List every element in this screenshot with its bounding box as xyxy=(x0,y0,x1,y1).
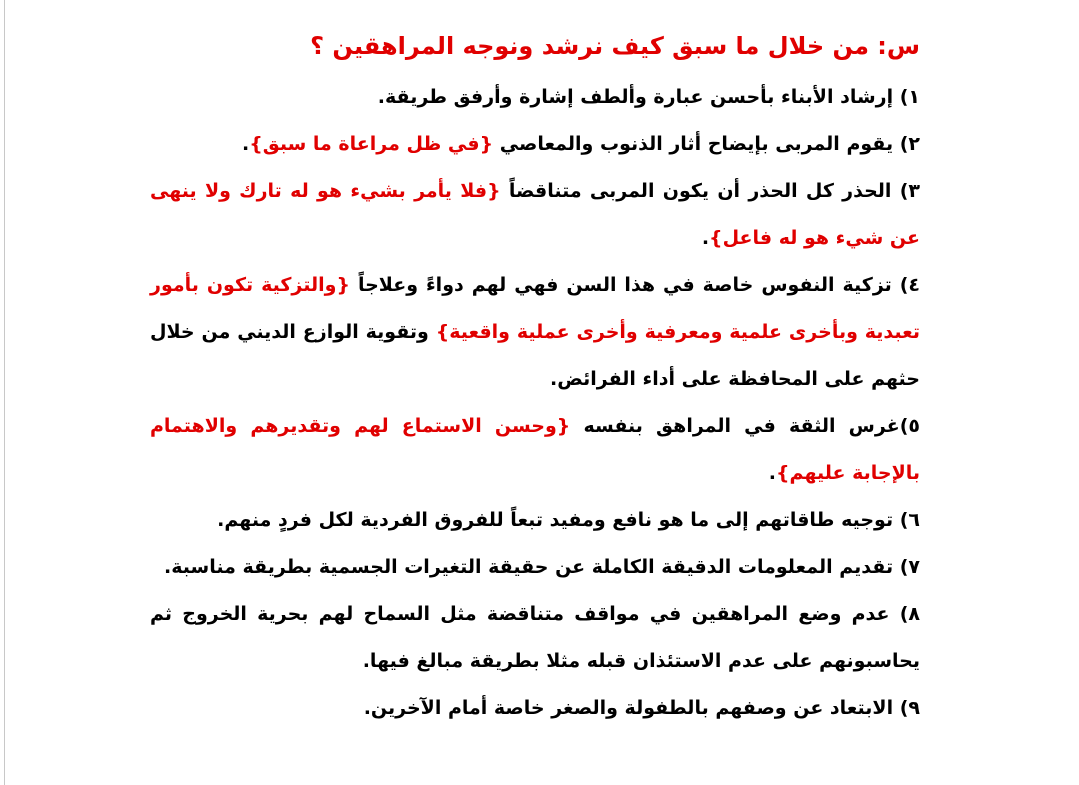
list-item-1 xyxy=(150,74,920,121)
item-text-after: وتقوية الوازع الديني من خلال حثهم على المحافظة على أداء الفرائض. xyxy=(150,321,920,390)
item-text: ٤) تزكية النفوس خاصة في هذا السن فهي لهم دواءً وعلاجاً xyxy=(357,274,921,296)
item-text: ٨) عدم وضع المراهقين في مواقف متناقضة مثل السماح لهم بحرية الخروج ثم يحاسبونهم على عدم الاستئذان قبله مثلا بطريقة مبالغ فيها. xyxy=(150,603,920,672)
item-highlight: {والتزكية تكون بأمور تعبدية وبأخرى علمية ومعرفية وأخرى عملية واقعية} xyxy=(150,274,920,343)
item-text-after: . xyxy=(701,227,710,249)
question-title: س: من خلال ما سبق كيف نرشد ونوجه المراهقين ؟ xyxy=(310,32,920,60)
list-item-3 xyxy=(150,168,920,262)
list-item-9 xyxy=(150,685,920,732)
list-item-6 xyxy=(150,497,920,544)
list-item-5 xyxy=(150,403,920,497)
page-border-left xyxy=(4,0,5,785)
item-text-after: . xyxy=(768,462,777,484)
item-highlight: {فلا يأمر بشيء هو له تارك ولا ينهى عن شيء هو له فاعل} xyxy=(150,180,920,249)
list-item-8 xyxy=(150,591,920,685)
list-item-4 xyxy=(150,262,920,403)
item-text: ٦) توجيه طاقاتهم إلى ما هو نافع ومفيد تبعاً للفروق الفردية لكل فردٍ منهم. xyxy=(217,509,920,531)
item-text: ١) إرشاد الأبناء بأحسن عبارة وألطف إشارة وأرفق طريقة. xyxy=(377,86,920,108)
item-text: ٩) الابتعاد عن وصفهم بالطفولة والصغر خاصة أمام الآخرين. xyxy=(363,697,920,719)
list-item-7 xyxy=(150,544,920,591)
item-highlight: {في ظل مراعاة ما سبق} xyxy=(249,133,494,155)
item-text: ٧) تقديم المعلومات الدقيقة الكاملة عن حقيقة التغيرات الجسمية بطريقة مناسبة. xyxy=(164,556,920,578)
document-body xyxy=(150,20,920,732)
list-item-2 xyxy=(150,121,920,168)
item-text: ٣) الحذر كل الحذر أن يكون المربى متناقضاً xyxy=(508,180,921,202)
item-text: ٥)غرس الثقة في المراهق بنفسه xyxy=(583,415,920,437)
item-highlight: {وحسن الاستماع لهم وتقديرهم والاهتمام بالإجابة عليهم} xyxy=(150,415,920,484)
item-text: ٢) يقوم المربى بإيضاح أثار الذنوب والمعاصي xyxy=(499,133,920,155)
item-text-after: . xyxy=(241,133,250,155)
